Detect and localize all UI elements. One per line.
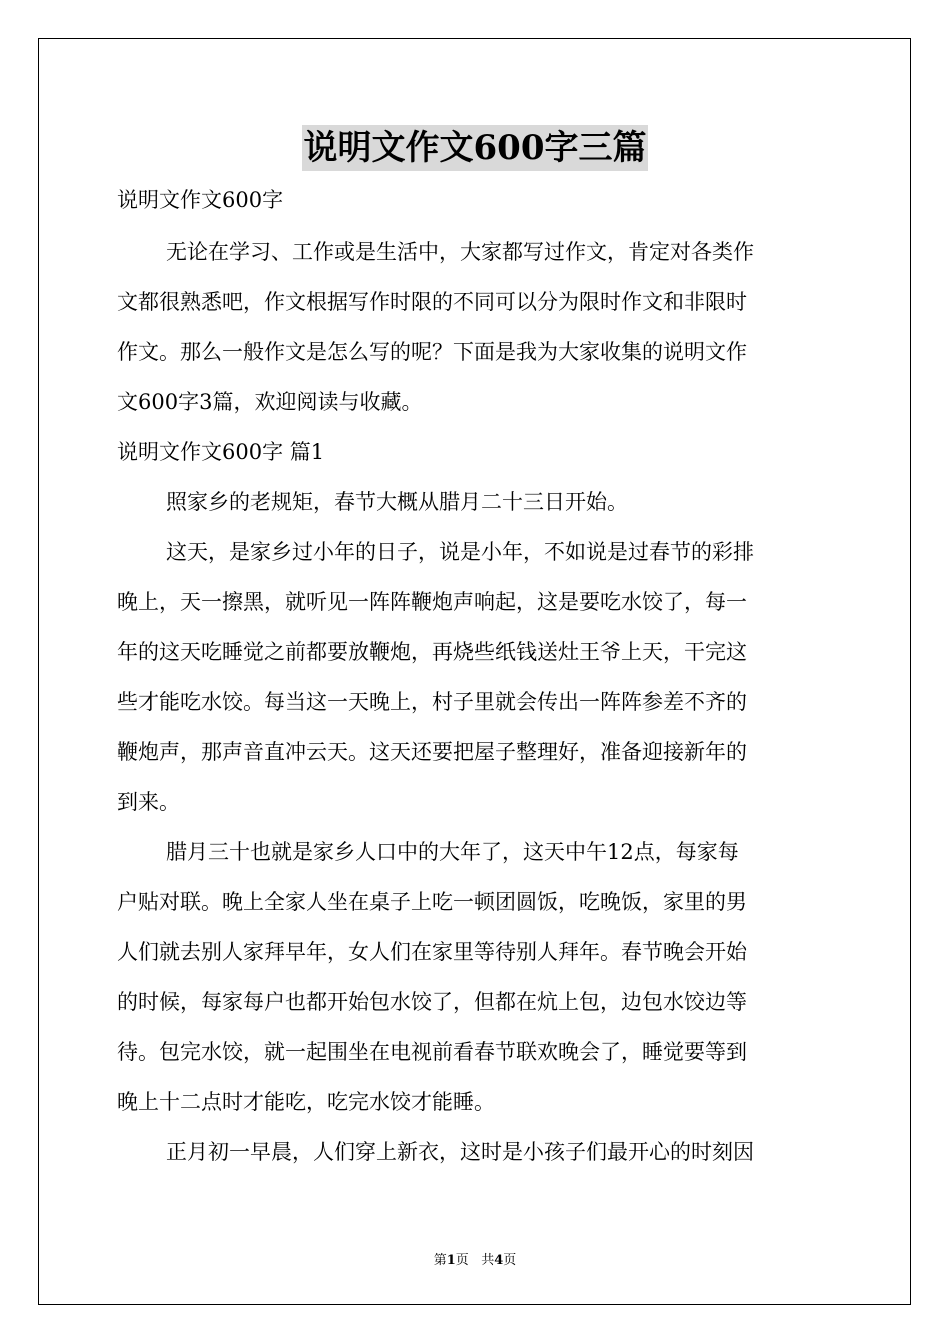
document-title: 说明文作文600字三篇 [302, 125, 649, 171]
total-pages: 4 [494, 1253, 504, 1268]
paragraph-line: 晚上，天一擦黑，就听见一阵阵鞭炮声响起，这是要吃水饺了，每一 [117, 590, 747, 614]
total-prefix: 共 [481, 1253, 495, 1268]
paragraph-line: 这天，是家乡过小年的日子，说是小年，不如说是过春节的彩排 [166, 540, 754, 564]
paragraph-line: 腊月三十也就是家乡人口中的大年了，这天中午12点，每家每 [166, 840, 739, 864]
paragraph-line: 户贴对联。晚上全家人坐在桌子上吃一顿团圆饭，吃晚饭，家里的男 [117, 890, 747, 914]
paragraph-line: 晚上十二点时才能吃，吃完水饺才能睡。 [117, 1090, 495, 1114]
paragraph-line: 照家乡的老规矩，春节大概从腊月二十三日开始。 [166, 490, 628, 514]
intro-line: 文600字3篇，欢迎阅读与收藏。 [117, 390, 423, 414]
page-suffix: 页 [455, 1253, 469, 1268]
page-footer [0, 1249, 950, 1268]
paragraph-line: 年的这天吃睡觉之前都要放鞭炮，再烧些纸钱送灶王爷上天，干完这 [117, 640, 747, 664]
section-heading: 说明文作文600字 篇1 [117, 440, 325, 464]
paragraph-line: 的时候，每家每户也都开始包水饺了，但都在炕上包，边包水饺边等 [117, 990, 747, 1014]
intro-line: 文都很熟悉吧，作文根据写作时限的不同可以分为限时作文和非限时 [117, 290, 747, 314]
paragraph-line: 些才能吃水饺。每当这一天晚上，村子里就会传出一阵阵参差不齐的 [117, 690, 747, 714]
total-suffix: 页 [503, 1253, 517, 1268]
title-container [0, 125, 950, 171]
subtitle: 说明文作文600字 [117, 188, 284, 212]
paragraph-line: 正月初一早晨，人们穿上新衣，这时是小孩子们最开心的时刻因 [166, 1140, 754, 1164]
page-number: 1 [446, 1253, 456, 1268]
intro-line: 作文。那么一般作文是怎么写的呢？下面是我为大家收集的说明文作 [117, 340, 747, 364]
paragraph-line: 到来。 [117, 790, 180, 814]
paragraph-line: 人们就去别人家拜早年，女人们在家里等待别人拜年。春节晚会开始 [117, 940, 747, 964]
page-prefix: 第 [433, 1253, 447, 1268]
paragraph-line: 鞭炮声，那声音直冲云天。这天还要把屋子整理好，准备迎接新年的 [117, 740, 747, 764]
intro-line: 无论在学习、工作或是生活中，大家都写过作文，肯定对各类作 [166, 240, 754, 264]
paragraph-line: 待。包完水饺，就一起围坐在电视前看春节联欢晚会了，睡觉要等到 [117, 1040, 747, 1064]
